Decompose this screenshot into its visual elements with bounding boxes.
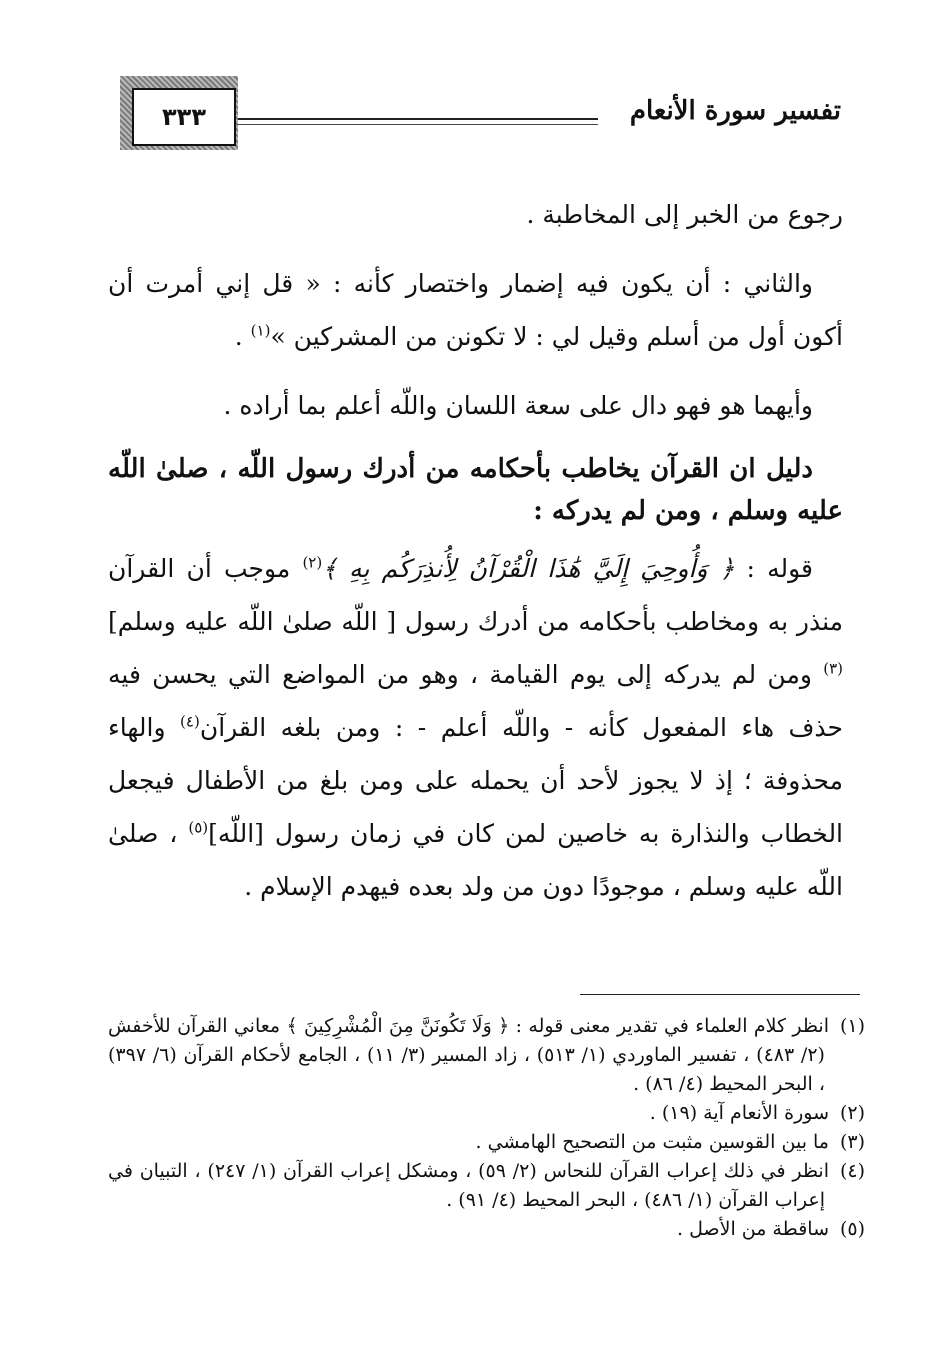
footnote-text: ساقطة من الأصل . [677, 1218, 829, 1240]
paragraph-4-part-b: موجب أن القرآن منذر به ومخاطب بأحكامه من أدرك رسول [ اللّه صلىٰ اللّه عليه وسلم] [108, 554, 843, 636]
footnote-ref-4: (٤) [180, 712, 200, 731]
footnote-text: انظر في ذلك إعراب القرآن للنحاس (٢/ ٥٩) ، ومشكل إعراب القرآن (١/ ٢٤٧) ، التبيان في إعراب القرآن (١/ ٤٨٦) ، البحر المحيط (٤/ ٩١) . [108, 1160, 829, 1211]
footnote-item [108, 1012, 865, 1099]
quran-verse: ﴿ وَأُوحِيَ إِلَيَّ هَٰذَا الْقُرْآنُ لِأُنذِرَكُم بِهِ ﴾ [322, 554, 735, 583]
footnote-text: سورة الأنعام آية (١٩) . [649, 1102, 829, 1124]
footnote-item [108, 1128, 865, 1157]
footnote-number: (٥) [839, 1218, 865, 1240]
running-title: تفسير سورة الأنعام [629, 96, 841, 126]
footnotes [108, 1012, 865, 1244]
footnote-text: انظر كلام العلماء في تقدير معنى قوله : ﴿ وَلَا تَكُونَنَّ مِنَ الْمُشْرِكِينَ ﴾ معاني القرآن للأخفش (٢/ ٤٨٣) ، تفسير الماوردي (١/ ٥١٣) ، زاد المسير (٣/ ١١) ، الجامع لأحكام القرآن (٦/ ٣٩٧) ، البحر المحيط (٤/ ٨٦) . [108, 1015, 829, 1095]
footnote-number: (١) [839, 1015, 865, 1037]
footnote-item [108, 1215, 865, 1244]
footnote-text: ما بين القوسين مثبت من التصحيح الهامشي . [475, 1131, 829, 1153]
paragraph-4-part-d: والهاء محذوفة ؛ إذ لا يجوز لأحد أن يحمله على ومن بلغ من الأطفال فيجعل الخطاب والنذارة به خاصين لمن كان في زمان رسول [اللّه] [108, 713, 844, 848]
footnote-ref-2: (٢) [302, 553, 323, 572]
footnote-separator [580, 994, 860, 995]
page-number-frame [132, 88, 236, 146]
footnote-ref-3: (٣) [823, 659, 843, 678]
footnote-ref-5: (٥) [188, 818, 209, 837]
section-heading: دليل ان القرآن يخاطب بأحكامه من أدرك رسول اللّه ، صلىٰ اللّه عليه وسلم ، ومن لم يدركه : [108, 454, 843, 526]
page-number-box [120, 76, 238, 150]
paragraph-2 [108, 257, 843, 363]
footnote-item [108, 1099, 865, 1128]
main-text [108, 188, 843, 913]
page-number: ٣٣٣ [162, 103, 206, 131]
paragraph-4 [108, 542, 843, 913]
footnote-item [108, 1157, 865, 1215]
footnote-number: (٣) [839, 1131, 865, 1153]
paragraph-3: وأيهما هو فهو دال على سعة اللسان واللّه أعلم بما أراده . [223, 391, 813, 420]
paragraph-2-text: والثاني : أن يكون فيه إضمار واختصار كأنه : « قل إني أمرت أن أكون أول من أسلم وقيل لي : لا تكونن من المشركين » [108, 269, 843, 351]
footnote-ref-1: (١) [250, 321, 271, 340]
footnote-number: (٢) [839, 1102, 865, 1124]
paragraph-2-end: . [234, 322, 251, 351]
paragraph-4-part-e: ، صلىٰ اللّه عليه وسلم ، موجودًا دون من ولد بعده فيهدم الإسلام . [108, 819, 843, 901]
header-rule-thin [238, 124, 598, 125]
paragraph-1: رجوع من الخبر إلى المخاطبة . [526, 200, 843, 229]
paragraph-4-intro: قوله : [734, 554, 814, 583]
header-rule [238, 118, 598, 120]
footnote-number: (٤) [839, 1160, 865, 1182]
paragraph-4-part-c: ومن لم يدركه إلى يوم القيامة ، وهو من المواضع التي يحسن فيه حذف هاء المفعول كأنه - واللّه أعلم - : ومن بلغه القرآن [108, 660, 844, 742]
